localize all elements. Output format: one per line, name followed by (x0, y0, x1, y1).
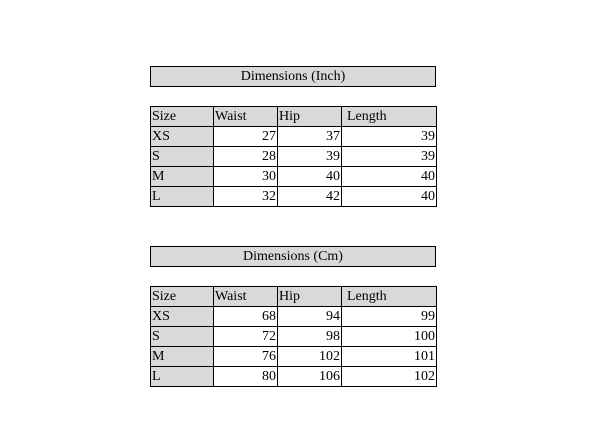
length-cell: 102 (342, 367, 437, 387)
length-cell: 100 (342, 327, 437, 347)
size-cell: M (151, 347, 214, 367)
header-hip: Hip (278, 287, 342, 307)
table-row (151, 367, 437, 387)
hip-cell: 42 (278, 187, 342, 207)
header-hip: Hip (278, 107, 342, 127)
cm-section (150, 246, 436, 384)
length-cell: 39 (342, 147, 437, 167)
table-row (151, 167, 437, 187)
table-row (151, 347, 437, 367)
inch-table (150, 106, 437, 207)
waist-cell: 80 (214, 367, 278, 387)
hip-cell: 106 (278, 367, 342, 387)
header-length: Length (342, 107, 437, 127)
table-header-row (151, 287, 437, 307)
waist-cell: 32 (214, 187, 278, 207)
size-cell: XS (151, 127, 214, 147)
inch-section (150, 66, 436, 204)
header-waist: Waist (214, 107, 278, 127)
waist-cell: 68 (214, 307, 278, 327)
size-cell: M (151, 167, 214, 187)
cm-table (150, 286, 437, 387)
header-size: Size (151, 107, 214, 127)
waist-cell: 27 (214, 127, 278, 147)
hip-cell: 37 (278, 127, 342, 147)
cm-title: Dimensions (Cm) (150, 246, 436, 267)
table-row (151, 327, 437, 347)
size-cell: S (151, 327, 214, 347)
waist-cell: 28 (214, 147, 278, 167)
length-cell: 101 (342, 347, 437, 367)
size-cell: L (151, 187, 214, 207)
header-waist: Waist (214, 287, 278, 307)
length-cell: 39 (342, 127, 437, 147)
size-cell: L (151, 367, 214, 387)
hip-cell: 40 (278, 167, 342, 187)
size-cell: S (151, 147, 214, 167)
hip-cell: 102 (278, 347, 342, 367)
table-row (151, 187, 437, 207)
waist-cell: 30 (214, 167, 278, 187)
header-size: Size (151, 287, 214, 307)
table-row (151, 147, 437, 167)
waist-cell: 76 (214, 347, 278, 367)
length-cell: 99 (342, 307, 437, 327)
length-cell: 40 (342, 167, 437, 187)
length-cell: 40 (342, 187, 437, 207)
header-length: Length (342, 287, 437, 307)
table-row (151, 127, 437, 147)
size-cell: XS (151, 307, 214, 327)
hip-cell: 39 (278, 147, 342, 167)
hip-cell: 94 (278, 307, 342, 327)
hip-cell: 98 (278, 327, 342, 347)
table-row (151, 307, 437, 327)
table-header-row (151, 107, 437, 127)
inch-title: Dimensions (Inch) (150, 66, 436, 87)
waist-cell: 72 (214, 327, 278, 347)
